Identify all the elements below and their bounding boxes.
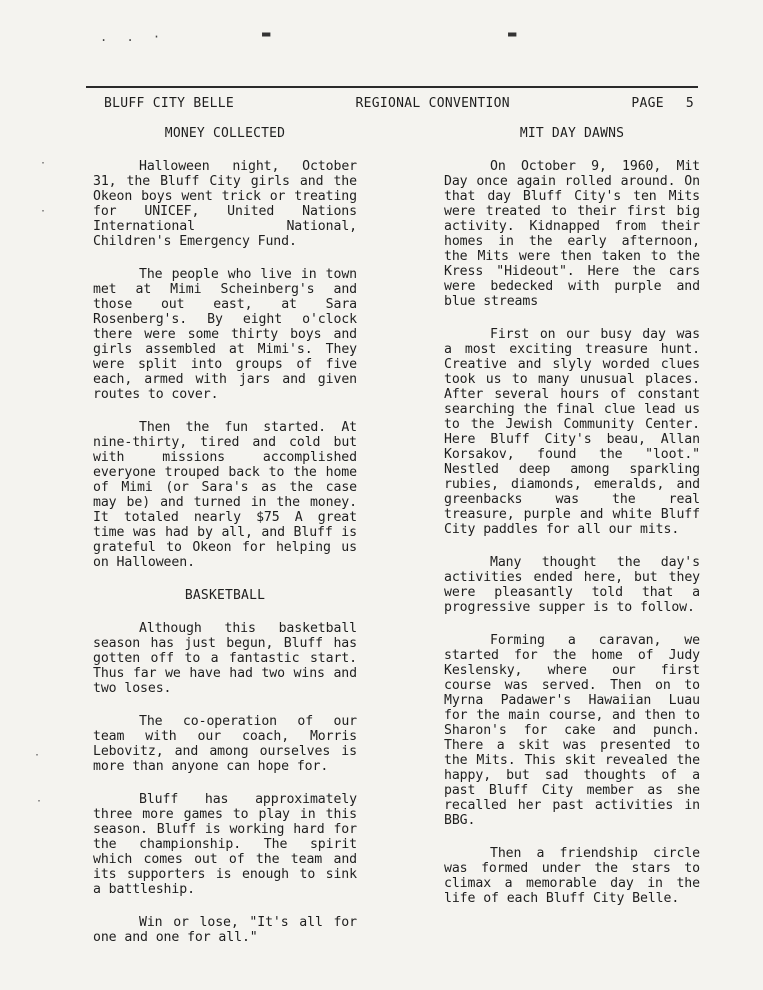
margin-speck: · [40,206,47,217]
article-paragraph: First on our busy day was a most exciting treasure hunt. Creative and slyly worded clues took us to many unusual places. After several hours of constant searching the final clue lead us to the Jewish Community Center. Here Bluff City's beau, Allan Korsakov, found the "loot." Nestled deep among sparkling rubies, diamonds, emeralds, and greenbacks was the real treasure, purple and white Bluff City paddles for all our mits. [444,327,700,537]
newsletter-name: BLUFF CITY BELLE [104,96,235,111]
margin-speck: · [36,796,43,807]
article-paragraph: Halloween night, October 31, the Bluff City girls and the Okeon boys went trick or treating for UNICEF, United Nations International National, Children's Emergency Fund. [93,159,357,249]
page-number-block [631,96,694,111]
article-paragraph: Forming a caravan, we started for the home of Judy Keslensky, where our first course was served. Then on to Myrna Padawer's Hawaiian Luau for the main course, and then to Sharon's for cake and punch. There a skit was presented to the Mits. This skit revealed the happy, but sad thoughts of a past Bluff City member as she recalled her past activities in BBG. [444,633,700,828]
page-dash-mark: ▬ [262,26,271,42]
article-paragraph: Then the fun started. At nine-thirty, tired and cold but with missions accomplished everyone trouped back to the home of Mimi (or Sara's as the case may be) and turned in the money. It totaled nearly $75 A great time was had by all, and Bluff is grateful to Okeon for helping us on Halloween. [93,420,357,570]
article-paragraph: The people who live in town met at Mimi Scheinberg's and those out east, at Sara Rosenberg's. By eight o'clock there were some thirty boys and girls assembled at Mimi's. They were split into groups of five each, armed with jars and given routes to cover. [93,267,357,402]
article-title-money-collected: MONEY COLLECTED [164,126,286,141]
article-title-mit-day: MIT DAY DAWNS [519,126,625,141]
page-header [104,96,694,111]
issue-title: REGIONAL CONVENTION [355,96,510,111]
article-paragraph: Bluff has approximately three more games to play in this season. Bluff is working hard for the championship. The spirit which comes out of the team and its supporters is enough to sink a battleship. [93,792,357,897]
article-paragraph: Although this basketball season has just begun, Bluff has gotten off to a fantastic start. Thus far we have had two wins and two loses. [93,621,357,696]
header-rule [86,86,698,88]
left-column [93,122,357,963]
margin-speck: · [40,158,47,169]
article-paragraph: On October 9, 1960, Mit Day once again rolled around. On that day Bluff City's ten Mits were treated to their first big activity. Kidnapped from their homes in the early afternoon, the Mits were then taken to the Kress "Hideout". Here the cars were bedecked with purple and blue streams [444,159,700,309]
right-column [444,122,700,924]
page-dash-mark: ▬ [508,26,517,42]
article-paragraph: Many thought the day's activities ended here, but they were pleasantly told that a progressive supper is to follow. [444,555,700,615]
article-paragraph: Win or lose, "It's all for one and one for all." [93,915,357,945]
page-number: 5 [685,96,694,111]
margin-speck: · [34,750,41,761]
article-paragraph: Then a friendship circle was formed under the stars to climax a memorable day in the life of each Bluff City Belle. [444,846,700,906]
page-label: PAGE [631,96,664,111]
article-title-basketball: BASKETBALL [184,588,266,603]
article-paragraph: The co-operation of our team with our coach, Morris Lebovitz, and among ourselves is more than anyone can hope for. [93,714,357,774]
page-speck-marks: . . · [100,30,167,44]
